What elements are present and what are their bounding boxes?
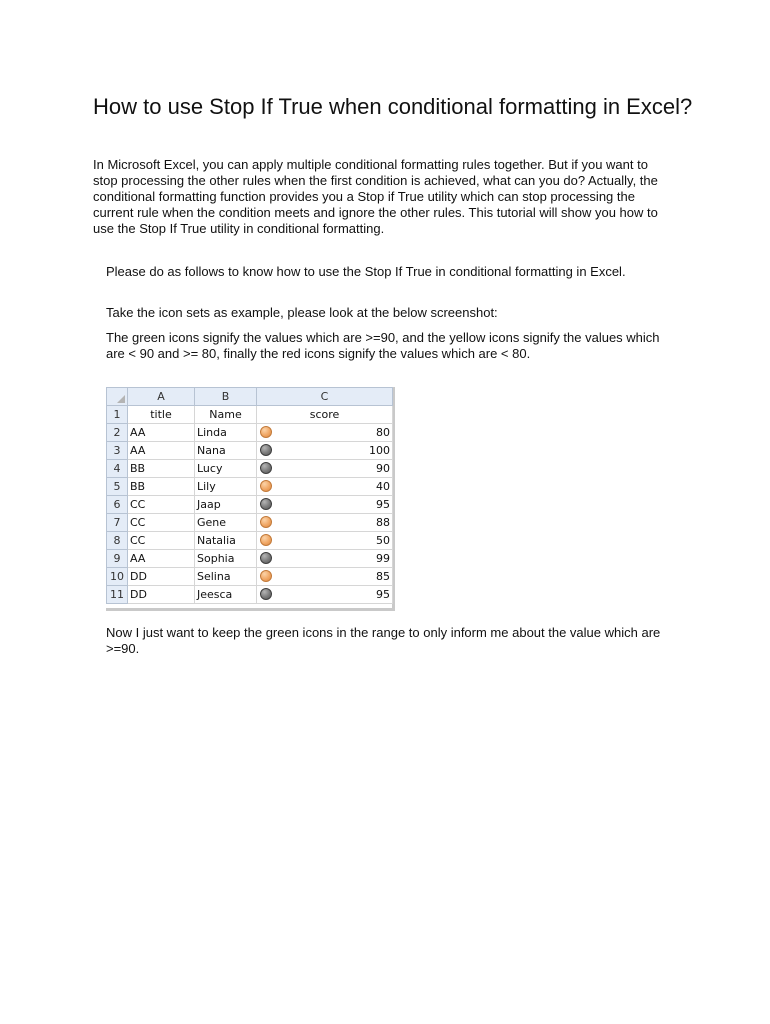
row-number: 5 <box>107 478 128 496</box>
table-row <box>107 442 393 460</box>
header-cell-name: Name <box>195 406 257 424</box>
row-number: 2 <box>107 424 128 442</box>
table-row <box>107 514 393 532</box>
gray-circle-icon <box>260 444 272 456</box>
cell-name: Selina <box>195 568 257 586</box>
cell-score <box>257 586 393 604</box>
cell-score <box>257 478 393 496</box>
column-header-c: C <box>257 388 393 406</box>
cell-score <box>257 460 393 478</box>
cell-name: Nana <box>195 442 257 460</box>
table-row <box>107 568 393 586</box>
cell-name: Gene <box>195 514 257 532</box>
cell-title: CC <box>128 496 195 514</box>
score-value: 85 <box>376 570 390 583</box>
table-row <box>107 496 393 514</box>
cell-name: Lily <box>195 478 257 496</box>
table-row <box>107 550 393 568</box>
spreadsheet-screenshot <box>106 387 395 611</box>
cell-title: BB <box>128 460 195 478</box>
gray-circle-icon <box>260 588 272 600</box>
cell-name: Sophia <box>195 550 257 568</box>
table-header-row <box>107 406 393 424</box>
row-number: 6 <box>107 496 128 514</box>
cell-name: Jaap <box>195 496 257 514</box>
score-value: 100 <box>369 444 390 457</box>
cell-score <box>257 424 393 442</box>
cell-title: AA <box>128 550 195 568</box>
row-number: 3 <box>107 442 128 460</box>
cell-score <box>257 568 393 586</box>
icon-explanation-paragraph: The green icons signify the values which are >=90, and the yellow icons signify the values which are < 90 and >= 80, finally the red icons signify the values which are < 80. <box>106 330 660 361</box>
row-number: 7 <box>107 514 128 532</box>
score-value: 99 <box>376 552 390 565</box>
cell-score <box>257 550 393 568</box>
cell-score <box>257 532 393 550</box>
row-number: 1 <box>107 406 128 424</box>
column-header-row <box>107 388 393 406</box>
orange-circle-icon <box>260 534 272 546</box>
instruction-paragraph: Please do as follows to know how to use the Stop If True in conditional formatting in Excel. <box>106 264 626 279</box>
cell-name: Lucy <box>195 460 257 478</box>
intro-paragraph: In Microsoft Excel, you can apply multiple conditional formatting rules together. But if you want to stop processing the other rules when the first condition is achieved, what can you do? Actually, the conditional formatting function provides you a Stop if True utility which can stop processing the current rule when the condition meets and ignore the other rules. This tutorial will show you how to use the Stop If True utility in conditional formatting. <box>93 157 658 236</box>
cell-name: Linda <box>195 424 257 442</box>
cell-score <box>257 496 393 514</box>
column-header-b: B <box>195 388 257 406</box>
cell-name: Natalia <box>195 532 257 550</box>
cell-score <box>257 442 393 460</box>
row-number: 9 <box>107 550 128 568</box>
table-row <box>107 460 393 478</box>
gray-circle-icon <box>260 498 272 510</box>
orange-circle-icon <box>260 426 272 438</box>
page-title: How to use Stop If True when conditional formatting in Excel? <box>93 94 693 119</box>
cell-score <box>257 514 393 532</box>
cell-title: CC <box>128 514 195 532</box>
cell-title: AA <box>128 442 195 460</box>
header-cell-score: score <box>257 406 393 424</box>
row-number: 4 <box>107 460 128 478</box>
gray-circle-icon <box>260 552 272 564</box>
row-number: 11 <box>107 586 128 604</box>
select-all-corner <box>107 388 128 406</box>
table-row <box>107 424 393 442</box>
table-row <box>107 586 393 604</box>
cell-title: DD <box>128 568 195 586</box>
table-row <box>107 532 393 550</box>
spreadsheet-grid <box>106 387 393 604</box>
orange-circle-icon <box>260 516 272 528</box>
score-value: 90 <box>376 462 390 475</box>
cell-title: BB <box>128 478 195 496</box>
select-all-triangle-icon <box>117 395 125 403</box>
gray-circle-icon <box>260 462 272 474</box>
cell-name: Jeesca <box>195 586 257 604</box>
score-value: 40 <box>376 480 390 493</box>
row-number: 10 <box>107 568 128 586</box>
score-value: 95 <box>376 498 390 511</box>
table-row <box>107 478 393 496</box>
example-paragraph: Take the icon sets as example, please look at the below screenshot: <box>106 305 498 320</box>
header-cell-title: title <box>128 406 195 424</box>
score-value: 95 <box>376 588 390 601</box>
column-header-a: A <box>128 388 195 406</box>
closing-paragraph: Now I just want to keep the green icons in the range to only inform me about the value which are >=90. <box>106 625 661 656</box>
score-value: 50 <box>376 534 390 547</box>
score-value: 88 <box>376 516 390 529</box>
cell-title: AA <box>128 424 195 442</box>
row-number: 8 <box>107 532 128 550</box>
orange-circle-icon <box>260 480 272 492</box>
cell-title: DD <box>128 586 195 604</box>
cell-title: CC <box>128 532 195 550</box>
orange-circle-icon <box>260 570 272 582</box>
score-value: 80 <box>376 426 390 439</box>
